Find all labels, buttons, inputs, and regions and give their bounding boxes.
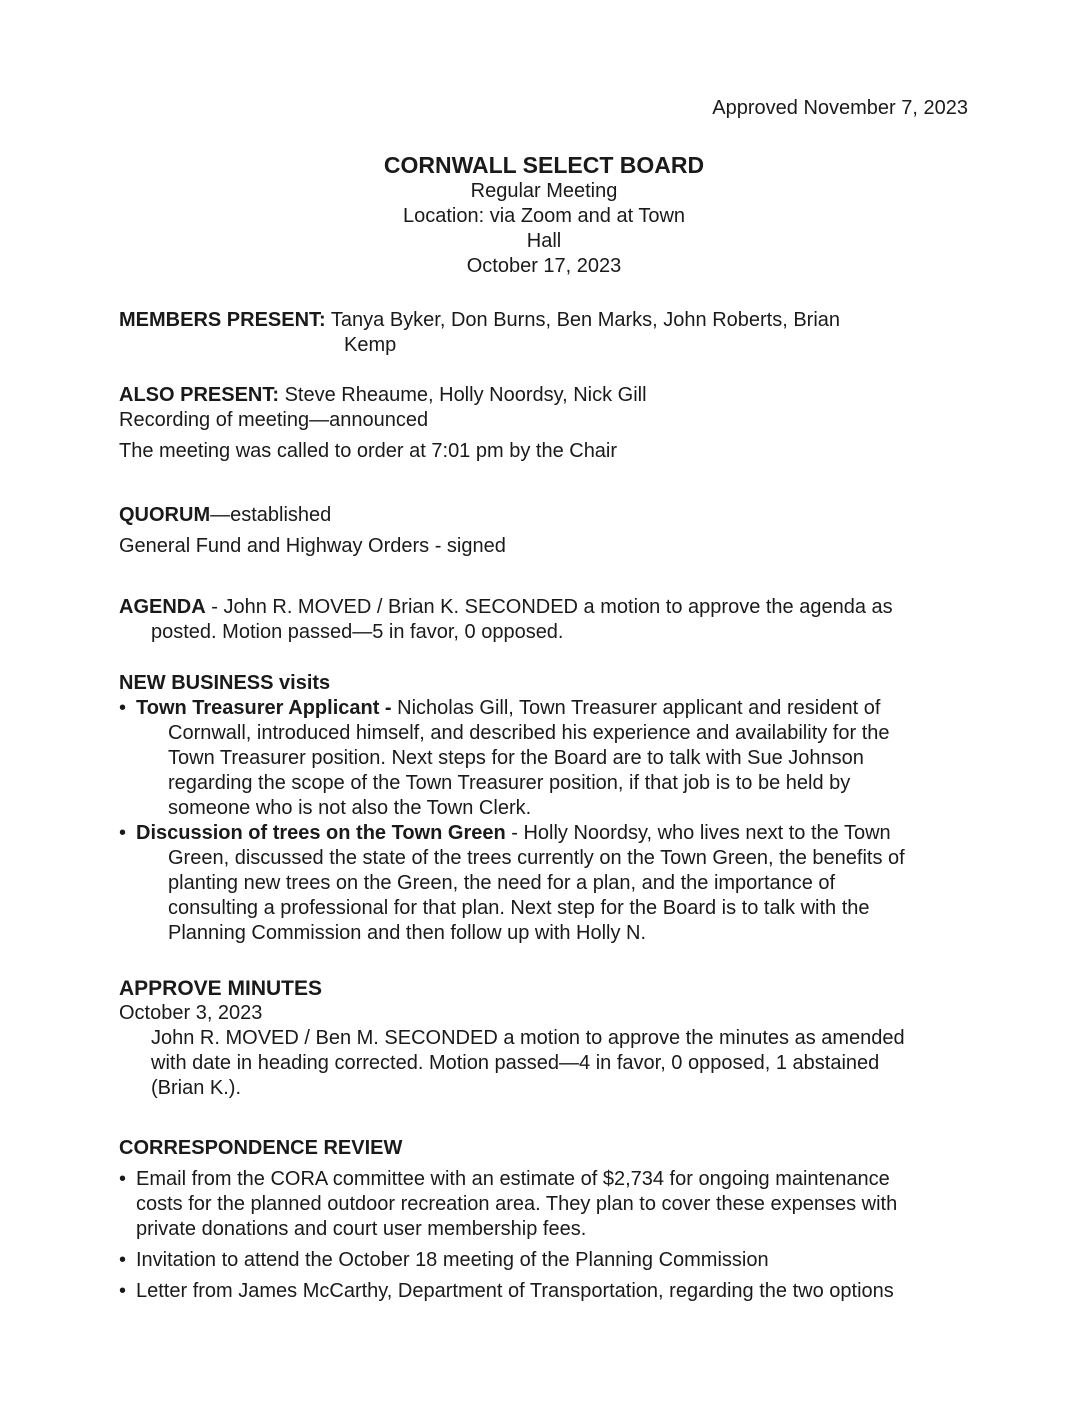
item-line: planting new trees on the Green, the need for a plan, and the importance of — [168, 872, 836, 894]
item-line: consulting a professional for that plan. Next step for the Board is to talk with the — [168, 897, 870, 919]
item-line: someone who is not also the Town Clerk. — [168, 797, 532, 819]
item-line: Green, discussed the state of the trees currently on the Town Green, the benefits of — [168, 847, 905, 869]
minutes-line: with date in heading corrected. Motion passed—4 in favor, 0 opposed, 1 abstained — [151, 1052, 880, 1074]
members-list-line-1: Tanya Byker, Don Burns, Ben Marks, John Roberts, Brian — [325, 309, 841, 331]
also-present-label: ALSO PRESENT: — [119, 384, 280, 406]
minutes-line: (Brian K.). — [151, 1077, 242, 1099]
also-present — [119, 383, 969, 464]
item-continuation — [168, 846, 969, 946]
minutes-line: John R. MOVED / Ben M. SECONDED a motion to approve the minutes as amended — [151, 1027, 905, 1049]
item-line: Town Treasurer position. Next steps for the Board are to talk with Sue Johnson — [168, 747, 864, 769]
approve-minutes-section — [119, 976, 969, 1101]
correspondence-list — [119, 1167, 969, 1304]
list-item — [119, 1167, 969, 1242]
item-line: • Invitation to attend the October 18 meeting of the Planning Commission — [136, 1249, 769, 1271]
document-header — [0, 151, 1088, 279]
approval-note: Approved November 7, 2023 — [712, 97, 968, 119]
item-continuation — [168, 721, 969, 821]
document-title: CORNWALL SELECT BOARD — [383, 152, 705, 178]
agenda-label: AGENDA — [119, 596, 206, 618]
item-text: - Holly Noordsy, who lives next to the Town — [505, 822, 891, 844]
meeting-location-line-1: Location: via Zoom and at Town — [402, 205, 686, 227]
item-label: Town Treasurer Applicant - — [136, 697, 392, 719]
meeting-date: October 17, 2023 — [466, 255, 622, 277]
quorum-section — [119, 503, 969, 559]
agenda-section — [119, 595, 969, 645]
item-label: Discussion of trees on the Town Green — [136, 822, 506, 844]
new-business-section — [119, 671, 969, 946]
meeting-type: Regular Meeting — [470, 180, 618, 202]
list-item — [119, 696, 969, 821]
item-line: • Email from the CORA committee with an estimate of $2,734 for ongoing maintenance — [136, 1168, 890, 1190]
orders-signed: General Fund and Highway Orders - signed — [119, 535, 506, 557]
also-present-list: Steve Rheaume, Holly Noordsy, Nick Gill — [279, 384, 647, 406]
meeting-location-line-2: Hall — [526, 230, 562, 252]
item-line: costs for the planned outdoor recreation area. They plan to cover these expenses with — [136, 1193, 898, 1215]
members-present — [119, 308, 969, 358]
minutes-date: October 3, 2023 — [119, 1002, 263, 1024]
agenda-line-2: posted. Motion passed—5 in favor, 0 opposed. — [151, 621, 564, 643]
new-business-list — [119, 696, 969, 946]
item-line: private donations and court user membership fees. — [136, 1218, 587, 1240]
approve-minutes-heading: APPROVE MINUTES — [119, 977, 323, 1000]
item-line: Cornwall, introduced himself, and described his experience and availability for the — [168, 722, 890, 744]
item-line: Planning Commission and then follow up with Holly N. — [168, 922, 647, 944]
item-line: • Letter from James McCarthy, Department of Transportation, regarding the two options — [136, 1280, 894, 1302]
members-list-line-2: Kemp — [344, 334, 397, 356]
item-text: Nicholas Gill, Town Treasurer applicant and resident of — [391, 697, 881, 719]
new-business-heading: NEW BUSINESS visits — [119, 672, 331, 694]
agenda-line-1: - John R. MOVED / Brian K. SECONDED a motion to approve the agenda as — [205, 596, 893, 618]
correspondence-section — [119, 1136, 969, 1304]
list-item — [119, 1279, 969, 1304]
recording-note: Recording of meeting—announced — [119, 409, 429, 431]
call-to-order: The meeting was called to order at 7:01 pm by the Chair — [119, 440, 618, 462]
list-item — [119, 821, 969, 946]
members-label: MEMBERS PRESENT: — [119, 309, 326, 331]
correspondence-heading: CORRESPONDENCE REVIEW — [119, 1137, 403, 1159]
quorum-status: —established — [210, 504, 332, 526]
list-item — [119, 1248, 969, 1273]
item-line: regarding the scope of the Town Treasurer position, if that job is to be held by — [168, 772, 851, 794]
quorum-label: QUORUM — [119, 504, 211, 526]
